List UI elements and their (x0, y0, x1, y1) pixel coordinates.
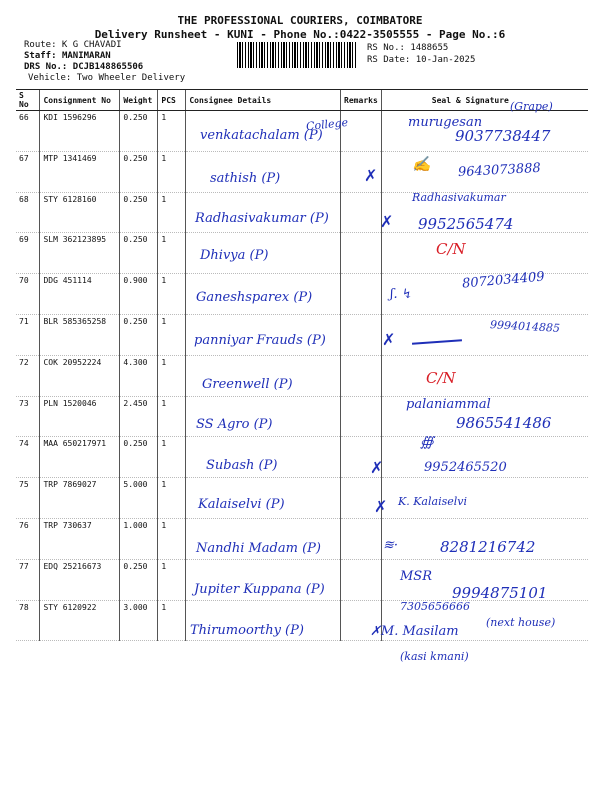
drs-label: DRS No.: (24, 62, 68, 72)
hw-r76-phone: 8281216742 (440, 538, 536, 556)
hw-r70-phone: 8072034409 (461, 269, 546, 292)
col-weight: Weight (120, 90, 158, 111)
table-row (16, 478, 588, 519)
cell-weight: 3.000 (120, 600, 158, 641)
cell-sno: 68 (19, 194, 29, 204)
col-consignment: Consignment No (40, 90, 120, 111)
cell-remarks (341, 274, 382, 315)
hw-r71-phone: 9994014885 (489, 318, 561, 335)
hw-r77-phone1: 9994875101 (452, 584, 548, 602)
drs-number (24, 62, 143, 73)
table-row (16, 355, 588, 396)
hw-r74-consignee: Subash (P) (206, 458, 278, 473)
cell-weight: 0.900 (120, 274, 158, 315)
hw-r71-consignee: panniyar Frauds (P) (194, 333, 326, 348)
hw-r77-phone2: 7305656666 (400, 600, 470, 613)
hw-r78-note: (next house) (486, 616, 556, 629)
hw-r67-phone: 9643073888 (457, 160, 542, 181)
cell-pcs: 1 (158, 314, 186, 355)
hw-r76-signature-scribble: ≋· (383, 538, 399, 553)
cell-weight: 0.250 (120, 192, 158, 233)
cell-sno: 75 (19, 480, 29, 490)
table-header (16, 90, 588, 111)
cell-weight: 1.000 (120, 518, 158, 559)
cell-pcs: 1 (158, 396, 186, 437)
hw-r66-note: (Grape) (510, 100, 553, 113)
table-row (16, 233, 588, 274)
cell-sno: 78 (19, 602, 29, 612)
cell-pcs: 1 (158, 518, 186, 559)
x-mark-icon: ✗ (374, 497, 388, 516)
cell-consignment: KDI 1596296 (40, 111, 120, 152)
cell-remarks (341, 192, 382, 233)
cell-sno: 72 (19, 357, 29, 367)
col-signature: Seal & Signature (381, 90, 588, 111)
hw-r66-phone: 9037738447 (455, 127, 551, 145)
cell-remarks (341, 314, 382, 355)
cell-weight: 0.250 (120, 233, 158, 274)
hw-r68-consignee: Radhasivakumar (P) (195, 211, 329, 226)
cell-signature (381, 314, 588, 355)
cell-pcs: 1 (158, 233, 186, 274)
hw-r73-consignee: SS Agro (P) (196, 417, 273, 432)
hw-r68-name: Radhasivakumar (412, 191, 506, 204)
col-remarks: Remarks (341, 90, 382, 111)
cell-remarks (341, 559, 382, 600)
hw-r69-consignee: Dhivya (P) (200, 248, 269, 263)
hw-r73-name: palaniammal (406, 397, 491, 412)
cell-remarks (341, 396, 382, 437)
cell-pcs: 1 (158, 355, 186, 396)
runsheet-title: THE PROFESSIONAL COURIERS, COIMBATORE (177, 14, 423, 27)
cell-sno: 67 (19, 153, 29, 163)
cell-remarks (341, 355, 382, 396)
hw-r68-phone: 9952565474 (418, 215, 514, 233)
route: Route: K G CHAVADI (24, 40, 122, 50)
drs-value: DCJB148865506 (72, 62, 144, 72)
cell-sno: 69 (19, 235, 29, 245)
cell-consignment: COK 20952224 (40, 355, 120, 396)
cell-sno: 76 (19, 520, 29, 530)
hw-r74-signature-scribble: ∰ (420, 435, 434, 450)
hw-r69-cn: C/N (436, 240, 466, 258)
hw-r72-cn: C/N (426, 369, 456, 387)
cell-consignment: MTP 1341469 (40, 151, 120, 192)
cell-pcs: 1 (158, 600, 186, 641)
cell-sno: 66 (19, 113, 29, 122)
staff (24, 51, 111, 62)
cell-weight: 5.000 (120, 478, 158, 519)
cell-pcs: 1 (158, 111, 186, 152)
cell-weight: 0.250 (120, 437, 158, 478)
cell-pcs: 1 (158, 274, 186, 315)
cell-signature (381, 233, 588, 274)
cell-consignment: BLR 585365258 (40, 314, 120, 355)
hw-r76-consignee: Nandhi Madam (P) (196, 541, 321, 556)
cell-pcs: 1 (158, 478, 186, 519)
col-pcs: PCS (158, 90, 186, 111)
cell-weight: 2.450 (120, 396, 158, 437)
cell-weight: 0.250 (120, 559, 158, 600)
cell-consignment: DDG 451114 (40, 274, 120, 315)
hw-r74-phone: 9952465520 (424, 460, 507, 475)
x-mark-icon: ✗ (380, 212, 394, 231)
cell-sno: 77 (19, 561, 29, 571)
cell-sno: 70 (19, 276, 29, 286)
rs-number: RS No.: 1488655 (367, 43, 449, 53)
hw-r77-consignee: Jupiter Kuppana (P) (194, 582, 325, 597)
cell-weight: 0.250 (120, 314, 158, 355)
hw-r70-signature-scribble: ʃ. ↯ (390, 287, 413, 302)
hw-r67-signature-scribble: ✍ (412, 155, 431, 173)
col-consignee: Consignee Details (186, 90, 341, 111)
col-sno: S No (16, 90, 40, 111)
cell-pcs: 1 (158, 192, 186, 233)
hw-r78-consignee: Thirumoorthy (P) (190, 623, 304, 638)
cell-sno: 74 (19, 439, 29, 449)
cell-remarks (341, 518, 382, 559)
cell-consignment: STY 6120922 (40, 600, 120, 641)
hw-r78-sign: ✗M. Masilam (370, 624, 459, 639)
hw-r75-consignee: Kalaiselvi (P) (198, 497, 285, 512)
cell-consignment: TRP 7869027 (40, 478, 120, 519)
hw-r78-sign-text: M. Masilam (380, 624, 459, 639)
staff-name: MANIMARAN (61, 51, 111, 61)
cell-remarks (341, 233, 382, 274)
cell-consignment: PLN 1520046 (40, 396, 120, 437)
hw-r77-sign: MSR (400, 569, 433, 584)
vehicle: Vehicle: Two Wheeler Delivery (28, 73, 186, 83)
cell-signature (381, 355, 588, 396)
cell-weight: 0.250 (120, 151, 158, 192)
hw-r66-sign: murugesan (408, 115, 483, 130)
cell-consignment: SLM 362123895 (40, 233, 120, 274)
x-mark-icon: ✗ (364, 166, 378, 185)
hw-r75-sign: K. Kalaiselvi (398, 495, 467, 508)
cell-pcs: 1 (158, 151, 186, 192)
rs-date: RS Date: 10-Jan-2025 (367, 55, 476, 65)
x-mark-icon: ✗ (382, 330, 396, 349)
hw-r72-consignee: Greenwell (P) (202, 377, 293, 392)
cell-weight: 4.300 (120, 355, 158, 396)
barcode (237, 42, 357, 68)
cell-consignment: STY 6128160 (40, 192, 120, 233)
hw-r66-college: College (305, 115, 349, 134)
cell-consignment: MAA 650217971 (40, 437, 120, 478)
staff-label: Staff: (24, 51, 57, 61)
cell-consignment: TRP 730637 (40, 518, 120, 559)
hw-r70-consignee: Ganeshsparex (P) (196, 290, 313, 305)
cell-sno: 71 (19, 316, 29, 326)
hw-r73-phone: 9865541486 (456, 414, 552, 432)
hw-r78-note2: (kasi kmani) (400, 650, 469, 663)
cell-pcs: 1 (158, 437, 186, 478)
cell-pcs: 1 (158, 559, 186, 600)
runsheet-subtitle: Delivery Runsheet - KUNI - Phone No.:0422-3505555 - Page No.:6 (94, 28, 506, 41)
hw-r66-consignee: venkatachalam (P) (200, 128, 323, 143)
cell-consignment: EDQ 25216673 (40, 559, 120, 600)
cell-sno: 73 (19, 398, 29, 408)
cell-weight: 0.250 (120, 111, 158, 152)
x-mark-icon: ✗ (370, 458, 384, 477)
hw-r67-consignee: sathish (P) (210, 171, 281, 186)
